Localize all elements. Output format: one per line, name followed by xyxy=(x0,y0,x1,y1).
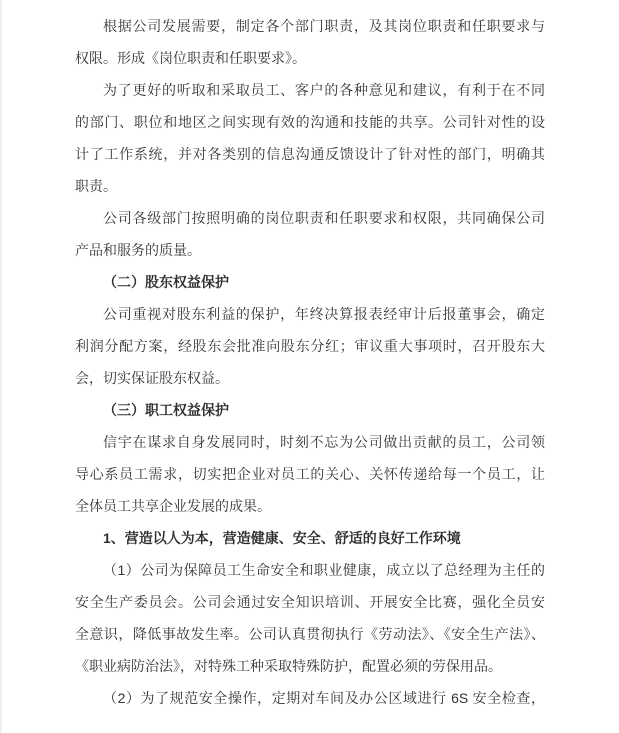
text-line: 利润分配方案，经股东会批准向股东分红；审议重大事项时，召开股东大 xyxy=(75,338,545,354)
section-heading-shareholder-rights xyxy=(75,266,545,298)
text-line: 安全生产委员会。公司会通过安全知识培训、开展安全比赛，强化全员安 xyxy=(75,594,545,610)
text-line: 会，切实保证股东权益。 xyxy=(75,370,229,386)
heading-text: （二）股东权益保护 xyxy=(103,274,229,290)
paragraph xyxy=(75,682,545,714)
text-line: 职责。 xyxy=(75,178,117,194)
text-line: 权限。形成《岗位职责和任职要求》。 xyxy=(75,50,306,66)
text-line: （2）为了规范安全操作，定期对车间及办公区域进行 6S 安全检查， xyxy=(103,690,545,706)
paragraph xyxy=(75,74,545,202)
text-line: 公司重视对股东利益的保护，年终决算报表经审计后报董事会，确定 xyxy=(103,306,545,322)
text-line: 全体员工共享企业发展的成果。 xyxy=(75,498,271,514)
paragraph xyxy=(75,554,545,682)
text-line: 导心系员工需求，切实把企业对员工的关心、关怀传递给每一个员工，让 xyxy=(75,466,545,482)
text-line: 根据公司发展需要，制定各个部门职责，及其岗位职责和任职要求与 xyxy=(103,18,545,34)
text-line: （1）公司为保障员工生命安全和职业健康，成立以了总经理为主任的 xyxy=(103,562,545,578)
text-line: 《职业病防治法》，对特殊工种采取特殊防护，配置必须的劳保用品。 xyxy=(75,658,502,674)
text-line: 信宇在谋求自身发展同时，时刻不忘为公司做出贡献的员工，公司领 xyxy=(103,434,545,450)
heading-text: （三）职工权益保护 xyxy=(103,402,229,418)
text-line: 产品和服务的质量。 xyxy=(75,242,201,258)
paragraph xyxy=(75,10,545,74)
section-heading-employee-rights xyxy=(75,394,545,426)
text-line: 公司各级部门按照明确的岗位职责和任职要求和权限，共同确保公司 xyxy=(103,210,545,226)
text-line: 全意识，降低事故发生率。公司认真贯彻执行《劳动法》、《安全生产法》、 xyxy=(75,626,545,642)
page-left-edge xyxy=(0,0,2,733)
paragraph xyxy=(75,426,545,522)
paragraph xyxy=(75,298,545,394)
text-line: 为了更好的听取和采取员工、客户的各种意见和建议，有利于在不同 xyxy=(103,82,545,98)
paragraph xyxy=(75,202,545,266)
section-heading-work-environment xyxy=(75,522,545,554)
heading-text: 1、营造以人为本，营造健康、安全、舒适的良好工作环境 xyxy=(103,530,461,546)
text-line: 计了工作系统，并对各类别的信息沟通反馈设计了针对性的部门，明确其 xyxy=(75,146,545,162)
text-line: 的部门、职位和地区之间实现有效的沟通和技能的共享。公司针对性的设 xyxy=(75,114,545,130)
